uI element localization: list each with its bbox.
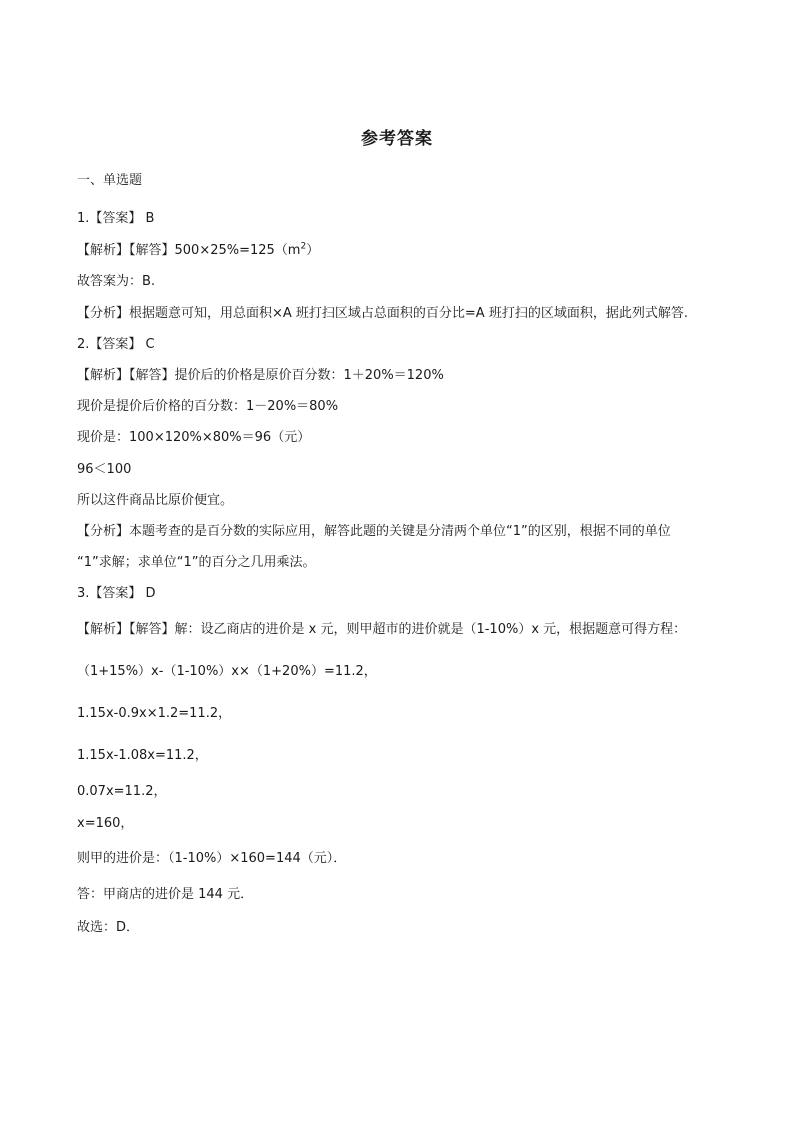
q3-line: 1.15x-0.9x×1.2=11.2， [77,706,232,721]
q2-line: 现价是：100×120%×80%＝96（元） [77,430,311,445]
q2-line: 【解析】【解答】提价后的价格是原价百分数：1＋20%＝120% [77,368,444,383]
q3-line: 0.07x=11.2， [77,784,167,799]
q2-analysis-cont: “1”求解；求单位“1”的百分之几用乘法。 [77,555,316,570]
q3-line: 【解析】【解答】解：设乙商店的进价是 x 元，则甲超市的进价就是（1-10%）x 元，根据题意可得方程： [77,622,687,637]
q3-line: x=160， [77,816,134,831]
q2-analysis: 【分析】本题考查的是百分数的实际应用，解答此题的关键是分清两个单位“1”的区别，根据不同的单位 [77,524,671,539]
q3-line: 1.15x-1.08x=11.2， [77,748,208,763]
q1-conclusion: 故答案为：B. [77,274,156,289]
q2-line: 所以这件商品比原价便宜。 [77,493,234,508]
q1-solution-text: 【解析】【解答】500×25%=125（m [77,243,301,258]
q3-answer: 3.【答案】 D [77,586,156,601]
q2-line: 96＜100 [77,462,132,477]
page-title: 参考答案 [361,129,433,149]
q3-line: （1+15%）x-（1-10%）x×（1+20%）=11.2， [77,664,377,679]
q2-line: 现价是提价后价格的百分数：1－20%＝80% [77,399,339,414]
q1-solution-close: ） [306,243,320,258]
q3-line: 故选：D． [77,920,140,935]
q2-answer: 2.【答案】 C [77,337,155,352]
q1-answer: 1.【答案】 B [77,211,155,226]
section-heading: 一、单选题 [77,173,143,188]
q1-solution-superscript: 2 [300,241,307,252]
q3-line: 则甲的进价是：（1-10%）×160=144（元）． [77,851,347,866]
q1-solution [77,241,737,261]
q3-line: 答：甲商店的进价是 144 元． [77,887,254,902]
q1-analysis: 【分析】根据题意可知，用总面积×A 班打扫区域占总面积的百分比=A 班打扫的区域面积，据此列式解答. [77,306,688,321]
